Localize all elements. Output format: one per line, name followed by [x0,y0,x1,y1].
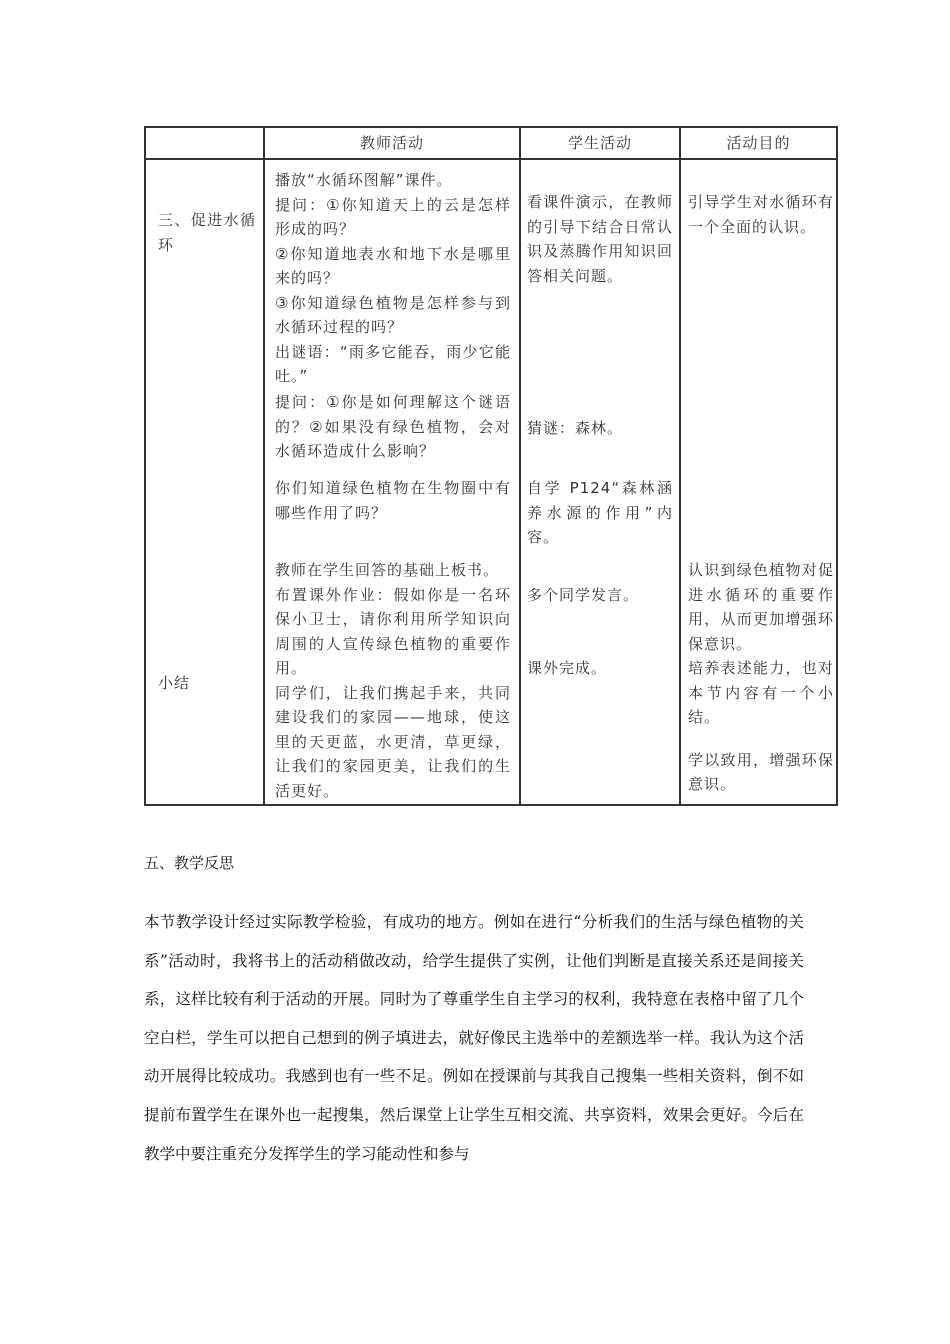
teacher-line: 布置课外作业：假如你是一名环保小卫士，请你利用所学知识向周围的人宣传绿色植物的重要作用。 [275,585,511,677]
section-label: 小结 [158,674,191,692]
header-divider [146,158,836,160]
teacher-line: 教师在学生回答的基础上板书。 [275,561,500,579]
teacher-line: 播放“水循环图解”课件。 [275,171,453,189]
header-teacher-activity: 教师活动 [359,134,424,152]
teacher-line: ②你知道地表水和地下水是哪里来的吗？ [275,244,511,287]
teacher-activity-cell [275,558,511,803]
purpose-line: 培养表述能力，也对本节内容有一个小结。 [688,659,834,726]
activity-purpose-cell [688,558,834,797]
header-student-activity: 学生活动 [567,134,632,152]
teacher-line: ③你知道绿色植物是怎样参与到水循环过程的吗？ [275,293,511,336]
column-divider [263,128,265,804]
activity-purpose-cell: 引导学生对水循环有一个全面的认识。 [688,193,834,236]
teacher-activity-cell [275,476,511,525]
teacher-line: 提问：①你是如何理解这个谜语的？②如果没有绿色植物，会对水循环造成什么影响？ [275,393,511,460]
reflection-paragraph: 本节教学设计经过实际教学检验，有成功的地方。例如在进行“分析我们的生活与绿色植物的关系”活动时，我将书上的活动稍做改动，给学生提供了实例，让他们判断是直接关系还是间接关系，这样比较有利于活动的开展。同时为了尊重学生自主学习的权利，我特意在表格中留了几个空白栏，学生可以把自己想到的例子填进去，就好像民主选举中的差额选举一样。我认为这个活动开展得比较成功。我感到也有一些不足。例如在授课前与其我自己搜集一些相关资料，倒不如提前布置学生在课外也一起搜集，然后课堂上让学生互相交流、共享资料，效果会更好。今后在教学中要注重充分发挥学生的学习能动性和参与 [144,913,804,1163]
teacher-line: 提问：①你知道天上的云是怎样形成的吗？ [275,195,511,238]
purpose-line: 认识到绿色植物对促进水循环的重要作用，从而更加增强环保意识。 [688,561,834,653]
lesson-activity-table [144,126,838,806]
student-activity-cell: 自学 P124“森林涵养水源的作用”内容。 [527,479,673,546]
teacher-activity-cell [275,390,511,464]
section-label: 三、促进水循环 [158,211,256,254]
student-activity-cell: 课外完成。 [527,659,608,677]
student-activity-cell: 多个同学发言。 [527,586,640,604]
teacher-line: 你们知道绿色植物在生物圈中有哪些作用了吗？ [275,479,511,522]
student-activity-cell: 看课件演示，在教师的引导下结合日常认识及蒸腾作用知识回答相关问题。 [527,193,673,285]
teacher-activity-cell [275,168,511,389]
header-activity-purpose: 活动目的 [726,134,791,152]
column-divider [519,128,521,804]
purpose-line: 学以致用，增强环保意识。 [688,750,834,793]
teacher-line: 出谜语：“雨多它能吞，雨少它能吐。” [275,342,511,385]
section-heading: 五、教学反思 [144,854,235,872]
student-activity-cell: 猜谜：森林。 [527,419,624,437]
column-divider [679,128,681,804]
teacher-line: 同学们，让我们携起手来，共同建设我们的家园——地球，使这里的天更蓝，水更清，草更绿，让我们的家园更美，让我们的生活更好。 [275,683,511,800]
